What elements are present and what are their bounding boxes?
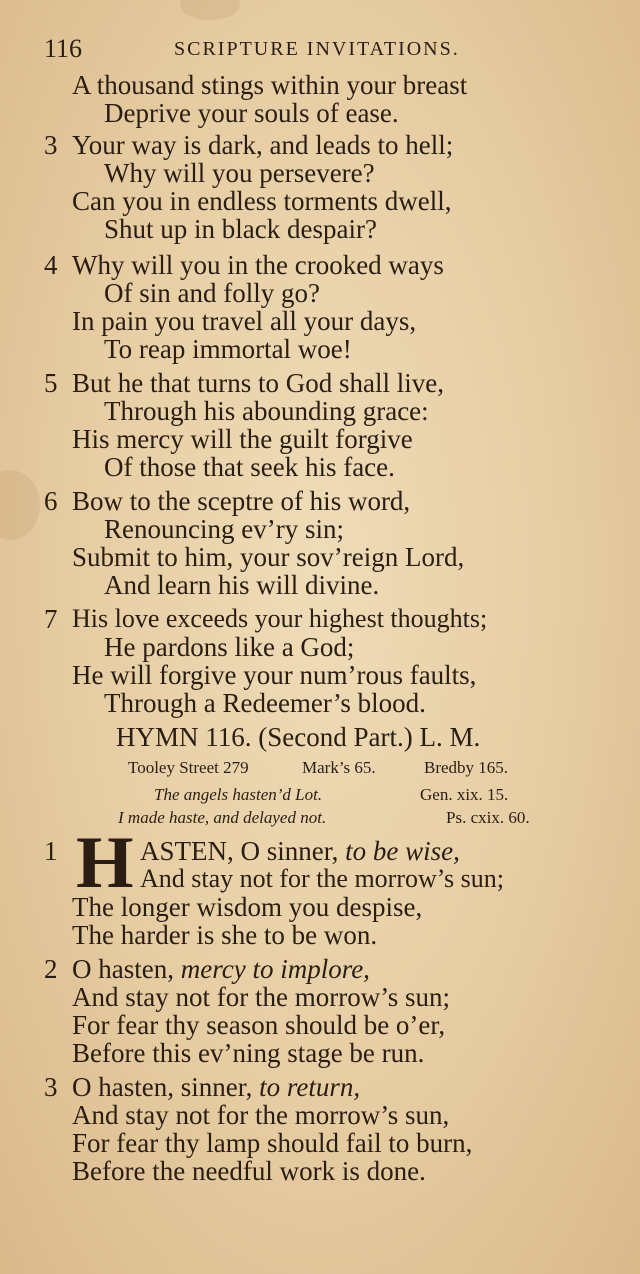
verse-line (140, 836, 460, 866)
verse-number: 5 (44, 368, 58, 398)
verse-line: He will forgive your num’rous faults, (72, 660, 477, 690)
reference-citation: Ps. cxix. 60. (446, 808, 530, 827)
verse-line: Shut up in black despair? (104, 214, 377, 244)
verse-line: For fear thy lamp should fail to burn, (72, 1128, 473, 1158)
scripture-reference (118, 808, 326, 828)
verse-line: And stay not for the morrow’s sun; (140, 864, 504, 893)
verse-line: The longer wisdom you despise, (72, 892, 423, 922)
verse-line: Can you in endless torments dwell, (72, 186, 452, 216)
verse-line: And learn his will divine. (104, 570, 380, 600)
verse-number: 3 (44, 1072, 58, 1102)
verse-line: Through his abounding grace: (104, 396, 429, 426)
hymn-title: HYMN 116. (Second Part.) L. M. (116, 722, 481, 752)
verse-line: Through a Redeemer’s blood. (104, 688, 426, 718)
tune-name: Bredby 165. (424, 758, 509, 777)
tune-name: Tooley Street 279 (128, 758, 249, 777)
reference-text: The angels hasten’d Lot. (154, 785, 323, 804)
verse-text: ASTEN, O sinner, (140, 836, 346, 866)
page-header (44, 34, 604, 68)
verse-line: His mercy will the guilt forgive (72, 424, 413, 454)
verse-line: Of those that seek his face. (104, 452, 395, 482)
verse-number: 7 (44, 604, 58, 634)
reference-citation: Gen. xix. 15. (420, 785, 509, 804)
verse-line (72, 954, 370, 984)
verse-line: Why will you persevere? (104, 158, 375, 188)
drop-cap: H (76, 822, 134, 904)
verse-number: 1 (44, 836, 58, 866)
verse-line: And stay not for the morrow’s sun; (72, 982, 450, 1012)
reference-text: I made haste, and delayed not. (118, 808, 327, 827)
verse-number: 4 (44, 250, 58, 280)
verse-text: O hasten, (72, 954, 181, 984)
verse-italic-text: to be wise, (345, 836, 460, 866)
verse-line (72, 1072, 360, 1102)
verse-line: For fear thy season should be o’er, (72, 1010, 446, 1040)
verse-line: A thousand stings within your breast (72, 70, 468, 100)
verse-line: Renouncing ev’ry sin; (104, 514, 344, 544)
tune-name: Mark’s 65. (302, 758, 376, 777)
verse-number: 6 (44, 486, 58, 516)
verse-line: Of sin and folly go? (104, 278, 320, 308)
running-title: SCRIPTURE INVITATIONS. (174, 38, 460, 60)
verse-line: And stay not for the morrow’s sun, (72, 1100, 450, 1130)
verse-line: He pardons like a God; (104, 632, 355, 662)
verse-line: Before the needful work is done. (72, 1156, 426, 1186)
verse-line: Deprive your souls of ease. (104, 98, 399, 128)
verse-line: Submit to him, your sov’reign Lord, (72, 542, 465, 572)
verse-italic-text: mercy to implore, (180, 954, 370, 984)
paper-stain (0, 470, 40, 540)
verse-line: Why will you in the crooked ways (72, 250, 444, 280)
verse-number: 3 (44, 130, 58, 160)
verse-number: 2 (44, 954, 58, 984)
page-number: 116 (44, 34, 83, 63)
verse-line: His love exceeds your highest thoughts; (72, 604, 488, 633)
verse-italic-text: to return, (259, 1072, 361, 1102)
scripture-reference (154, 785, 322, 805)
verse-line: But he that turns to God shall live, (72, 368, 444, 398)
verse-line: Bow to the sceptre of his word, (72, 486, 411, 516)
verse-line: To reap immortal woe! (104, 334, 352, 364)
verse-line: The harder is she to be won. (72, 920, 378, 950)
verse-line: In pain you travel all your days, (72, 306, 417, 336)
verse-line: Your way is dark, and leads to hell; (72, 130, 454, 160)
verse-line: Before this ev’ning stage be run. (72, 1038, 425, 1068)
verse-text: O hasten, sinner, (72, 1072, 260, 1102)
paper-stain (180, 0, 240, 20)
